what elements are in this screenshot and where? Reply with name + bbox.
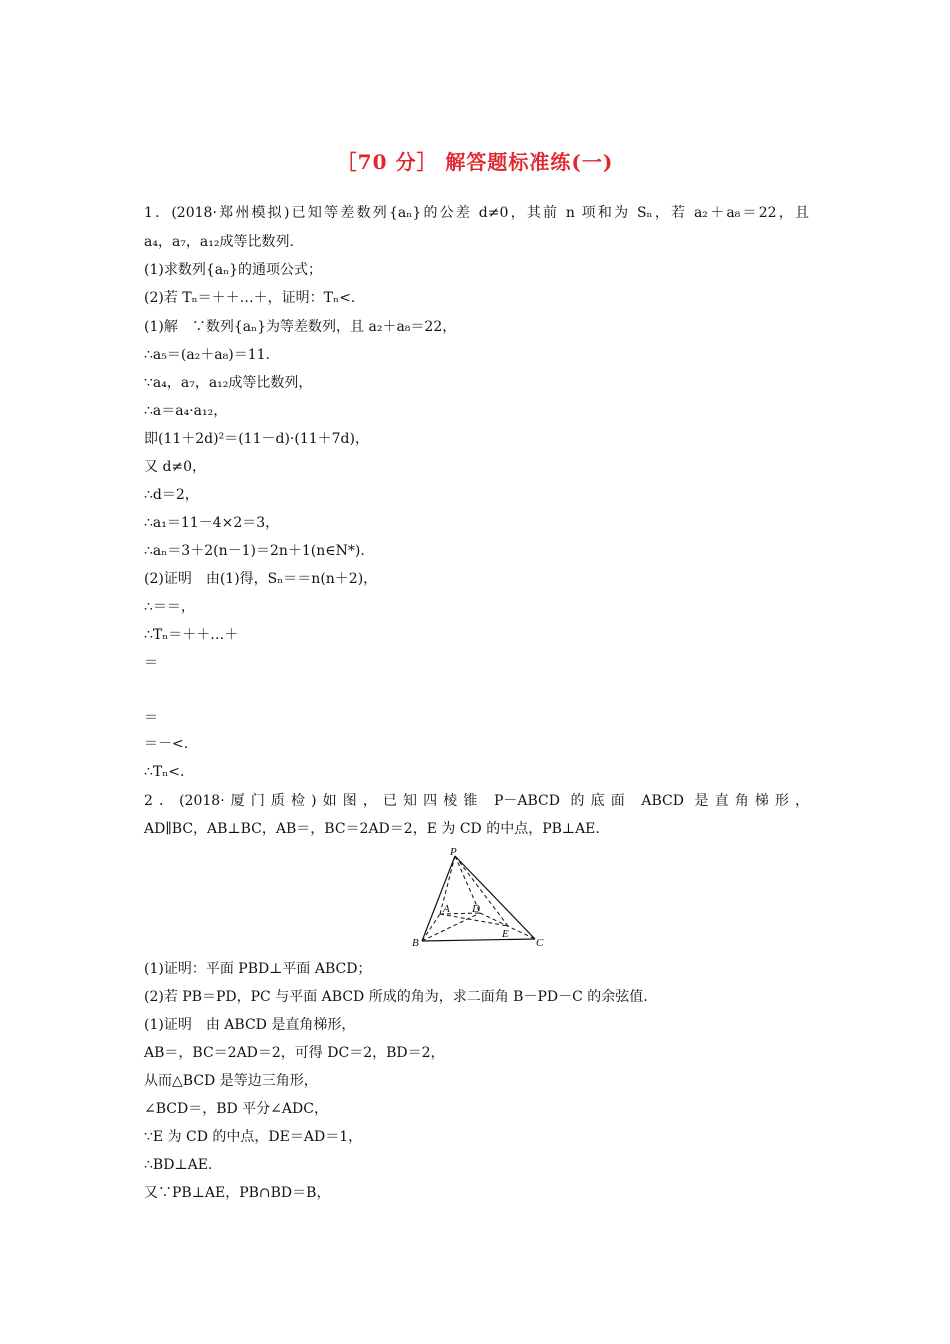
text-line: (1)证明：平面 PBD⊥平面 ABCD； <box>144 961 372 977</box>
text-line: AB＝，BC＝2AD＝2，可得 DC＝2，BD＝2， <box>144 1045 445 1061</box>
vertex-label-d: D <box>472 903 480 915</box>
text-line: ＝ <box>144 655 158 671</box>
text-line: AD∥BC，AB⊥BC，AB＝，BC＝2AD＝2，E 为 CD 的中点，PB⊥AE. <box>144 821 600 837</box>
text-line: (2)证明 由(1)得，Sₙ＝＝n(n＋2)， <box>144 571 378 587</box>
text-line: ＝－<. <box>144 736 189 752</box>
text-line: (1)证明 由 ABCD 是直角梯形， <box>144 1017 356 1033</box>
text-line: ∴a₅＝(a₂＋a₈)＝11. <box>144 347 270 363</box>
text-line: 从而△BCD 是等边三角形， <box>144 1073 318 1089</box>
text-line: ∴＝＝， <box>144 599 195 615</box>
text-line: ∵E 为 CD 的中点，DE＝AD＝1， <box>144 1129 363 1145</box>
text-line: 即(11＋2d)²＝(11－d)·(11＋7d)， <box>144 431 369 447</box>
vertex-label-e: E <box>502 928 509 940</box>
text-line: ∵a₄，a₇，a₁₂成等比数列， <box>144 375 313 391</box>
text-line: 又 d≠0， <box>144 459 207 475</box>
text-line: ∠BCD＝，BD 平分∠ADC， <box>144 1101 328 1117</box>
text-line: ∴d＝2， <box>144 487 199 503</box>
vertex-label-b: B <box>412 937 419 949</box>
text-line: (2)若 PB＝PD，PC 与平面 ABCD 所成的角为，求二面角 B－PD－C 的余弦值. <box>144 989 648 1005</box>
text-line: ∴Tₙ＝＋＋…＋ <box>144 627 239 643</box>
text-line: ＝ <box>144 710 158 726</box>
pyramid-figure <box>410 846 550 956</box>
text-line: ∴aₙ＝3＋2(n－1)＝2n＋1(n∈N*). <box>144 543 365 559</box>
text-line: ∴a₁＝11－4×2＝3， <box>144 515 280 531</box>
text-line: a₄，a₇，a₁₂成等比数列. <box>144 234 294 250</box>
page-title: ［70 分］ 解答题标准练(一) <box>336 150 614 174</box>
vertex-label-p: P <box>450 846 457 858</box>
text-line: ∴Tₙ<. <box>144 764 185 780</box>
text-line: (1)求数列{aₙ}的通项公式； <box>144 262 323 278</box>
text-line: ∴a＝a₄·a₁₂， <box>144 403 228 419</box>
vertex-label-c: C <box>536 937 544 949</box>
text-line: 又∵PB⊥AE，PB∩BD＝B， <box>144 1185 331 1201</box>
text-line: 1．(2018·郑州模拟)已知等差数列{aₙ}的公差 d≠0，其前 n 项和为 Sₙ，若 a₂＋a₈＝22，且 <box>144 205 809 221</box>
text-line: 2．(2018·厦门质检)如图，已知四棱锥 P－ABCD 的底面 ABCD 是直角梯形， <box>144 793 809 809</box>
text-line: ∴BD⊥AE. <box>144 1157 213 1173</box>
vertex-label-a: A <box>443 903 450 915</box>
text-line: (1)解 ∵数列{aₙ}为等差数列，且 a₂＋a₈＝22， <box>144 319 457 335</box>
text-line: (2)若 Tₙ＝＋＋…＋，证明：Tₙ<. <box>144 290 356 306</box>
